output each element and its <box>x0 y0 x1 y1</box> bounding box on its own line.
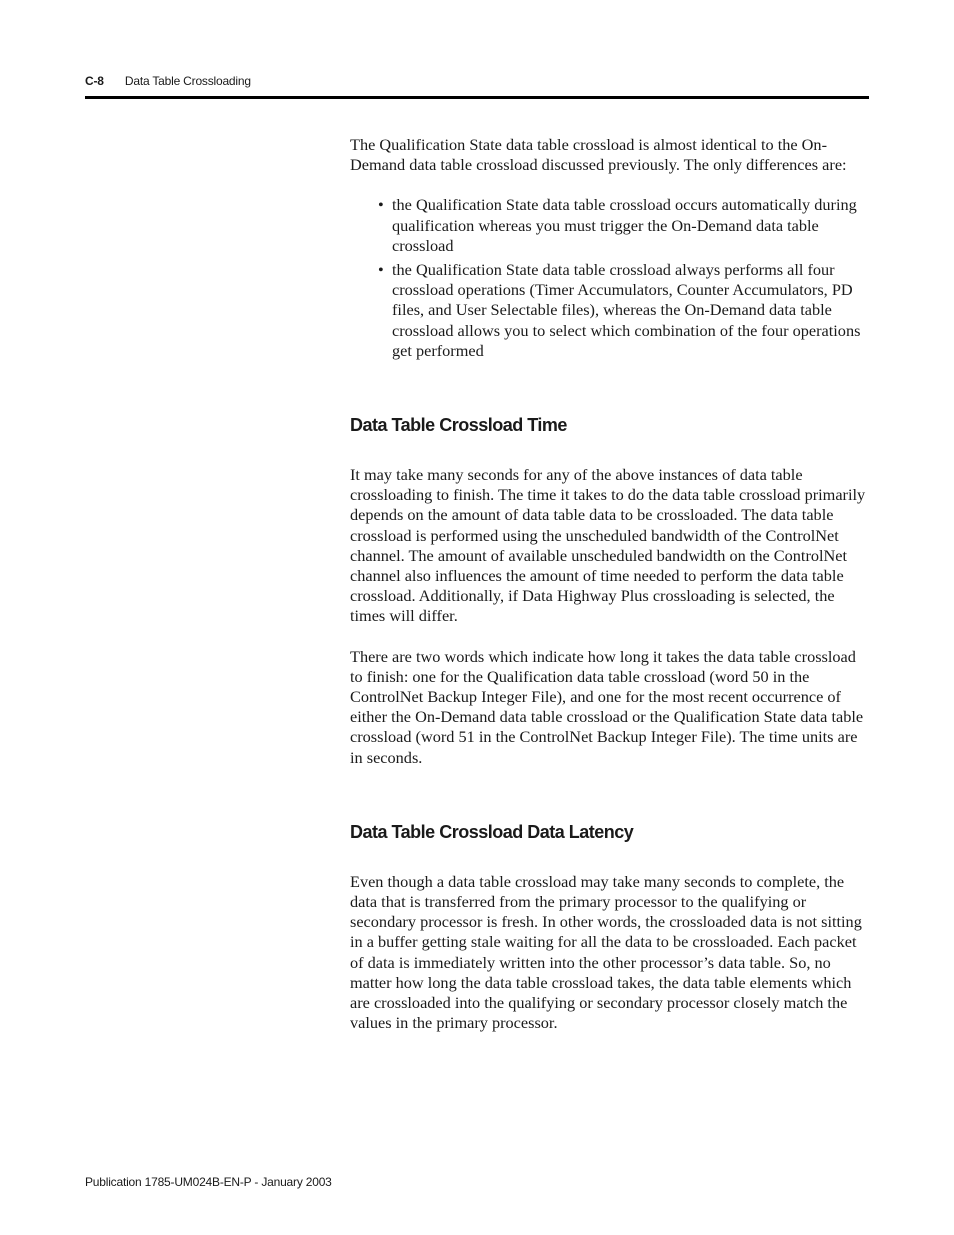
bullet-icon: • <box>378 195 384 215</box>
list-item <box>350 195 870 256</box>
bullet-text: the Qualification State data table crossload occurs automatically during qualification whereas you must trigger the On-Demand data table crossload <box>392 195 857 255</box>
main-content <box>350 135 870 1034</box>
page-footer: Publication 1785-UM024B-EN-P - January 2003 <box>85 1175 332 1189</box>
time-paragraph-2: There are two words which indicate how long it takes the data table crossload to finish: one for the Qualification data table crossload (word 50 in the ControlNet Backup Integer File), and one for the most recent occurrence of either the On-Demand data table crossload or the Qualification State data table crossload (word 51 in the ControlNet Backup Integer File). The time units are in seconds. <box>350 646 864 767</box>
page-number: C-8 <box>85 74 104 88</box>
running-section-title: Data Table Crossloading <box>124 74 251 88</box>
section-heading-time: Data Table Crossload Time <box>350 415 567 436</box>
differences-list <box>350 195 870 361</box>
latency-paragraph: Even though a data table crossload may take many seconds to complete, the data that is transferred from the primary processor to the qualifying or secondary processor is fresh. In other words, the crossloaded data is not sitting in a buffer getting stale waiting for all the data to be crossloaded. Each packet of data is immediately written into the other processor’s data table. So, no matter how long the data table crossload takes, the data table elements which are crossloaded into the qualifying or secondary processor closely match the values in the primary processor. <box>350 871 862 1033</box>
list-item <box>350 260 870 361</box>
header-rule <box>85 96 869 99</box>
intro-paragraph: The Qualification State data table crossload is almost identical to the On-Demand data table crossload discussed previously. The only differences are: <box>350 135 847 175</box>
page-header <box>85 74 251 88</box>
bullet-text: the Qualification State data table crossload always performs all four crossload operations (Timer Accumulators, Counter Accumulators, PD files, and User Selectable files), whereas the On-Demand data table crossload allows you to select which combination of the four operations get performed <box>392 260 861 360</box>
time-paragraph-1: It may take many seconds for any of the above instances of data table crossloading to finish. The time it takes to do the data table crossload primarily depends on the amount of data table data to be crossloaded. The data table crossload is performed using the unscheduled bandwidth of the ControlNet channel. The amount of available unscheduled bandwidth on the ControlNet channel also influences the amount of time needed to perform the data table crossload. Additionally, if Data Highway Plus crossloading is selected, the times will differ. <box>350 465 866 626</box>
section-heading-latency: Data Table Crossload Data Latency <box>350 821 634 842</box>
bullet-icon: • <box>378 260 384 280</box>
